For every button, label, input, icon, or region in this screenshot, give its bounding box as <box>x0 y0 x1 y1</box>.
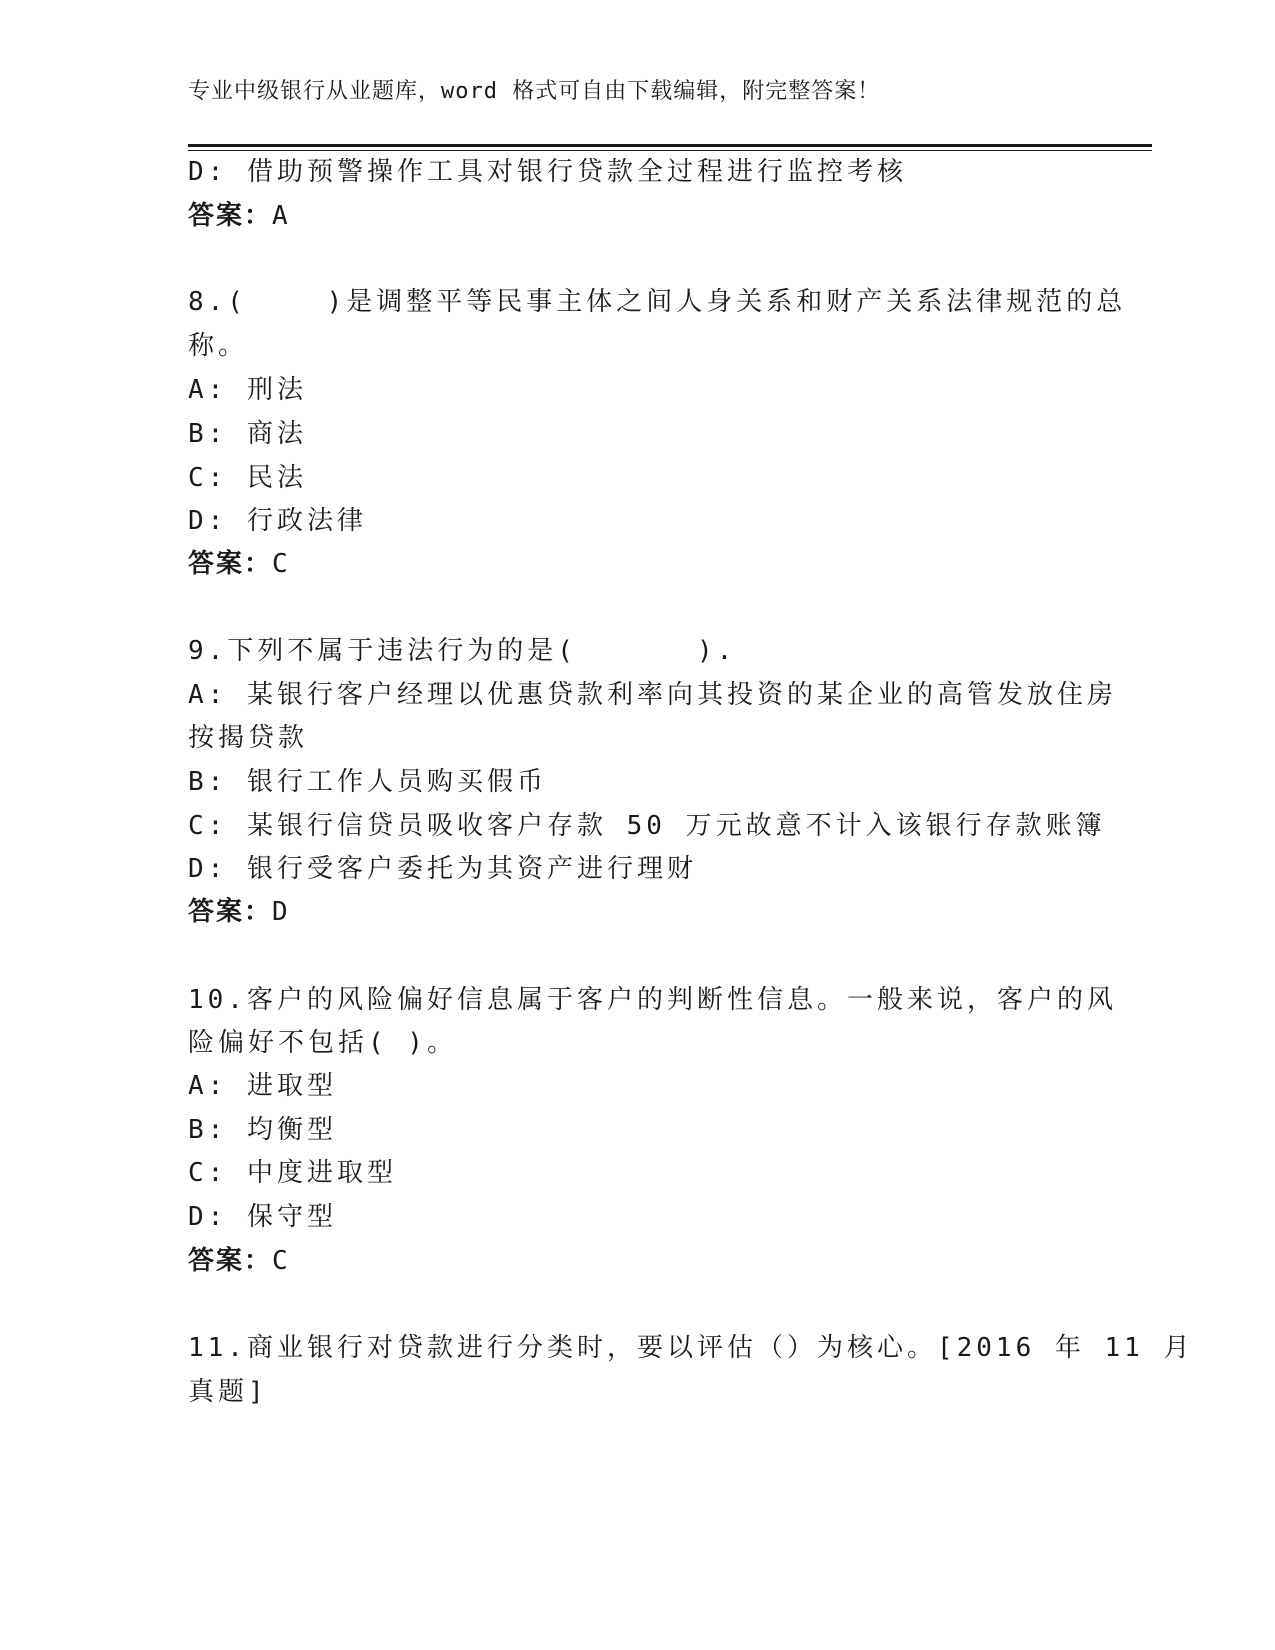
q7-option-d: D: 借助预警操作工具对银行贷款全过程进行监控考核 <box>188 157 907 187</box>
q10-option-d: D: 保守型 <box>188 1202 337 1232</box>
answer-value: A <box>272 201 288 231</box>
q9-answer <box>188 897 288 927</box>
answer-value: D <box>272 897 288 927</box>
q8-option-a: A: 刑法 <box>188 375 307 405</box>
header-divider-thick <box>188 144 1152 147</box>
page-header: 专业中级银行从业题库，word 格式可自由下载编辑，附完整答案！ <box>188 79 881 104</box>
q9-option-a-line1: A: 某银行客户经理以优惠贷款利率向其投资的某企业的高管发放住房 <box>188 680 1117 710</box>
q10-option-b: B: 均衡型 <box>188 1115 337 1145</box>
q10-option-c: C: 中度进取型 <box>188 1158 397 1188</box>
q8-option-c: C: 民法 <box>188 463 307 493</box>
q10-option-a: A: 进取型 <box>188 1071 337 1101</box>
q8-stem-line2: 称。 <box>188 331 249 361</box>
q11-stem-line2: 真题] <box>188 1377 268 1407</box>
q7-answer <box>188 201 288 231</box>
q10-stem-line2: 险偏好不包括( )。 <box>188 1028 457 1058</box>
q10-answer <box>188 1246 288 1276</box>
answer-label: 答案： <box>188 549 273 579</box>
q9-option-a-line2: 按揭贷款 <box>188 723 309 753</box>
q9-stem: 9.下列不属于违法行为的是( ). <box>188 636 737 666</box>
q9-option-b: B: 银行工作人员购买假币 <box>188 767 547 797</box>
q8-option-d: D: 行政法律 <box>188 506 367 536</box>
q9-option-d: D: 银行受客户委托为其资产进行理财 <box>188 854 697 884</box>
answer-value: C <box>272 549 288 579</box>
answer-label: 答案： <box>188 1246 273 1276</box>
q8-answer <box>188 549 288 579</box>
q11-stem-line1: 11.商业银行对贷款进行分类时，要以评估（）为核心。[2016 年 11 月 <box>188 1333 1194 1363</box>
q8-option-b: B: 商法 <box>188 419 307 449</box>
q9-option-c: C: 某银行信贷员吸收客户存款 50 万元故意不计入该银行存款账簿 <box>188 811 1106 841</box>
header-divider-thin <box>188 150 1152 151</box>
answer-label: 答案： <box>188 897 273 927</box>
answer-label: 答案： <box>188 201 273 231</box>
q10-stem-line1: 10.客户的风险偏好信息属于客户的判断性信息。一般来说，客户的风 <box>188 985 1117 1015</box>
q8-stem-line1: 8.( )是调整平等民事主体之间人身关系和财产关系法律规范的总 <box>188 287 1127 317</box>
answer-value: C <box>272 1246 288 1276</box>
